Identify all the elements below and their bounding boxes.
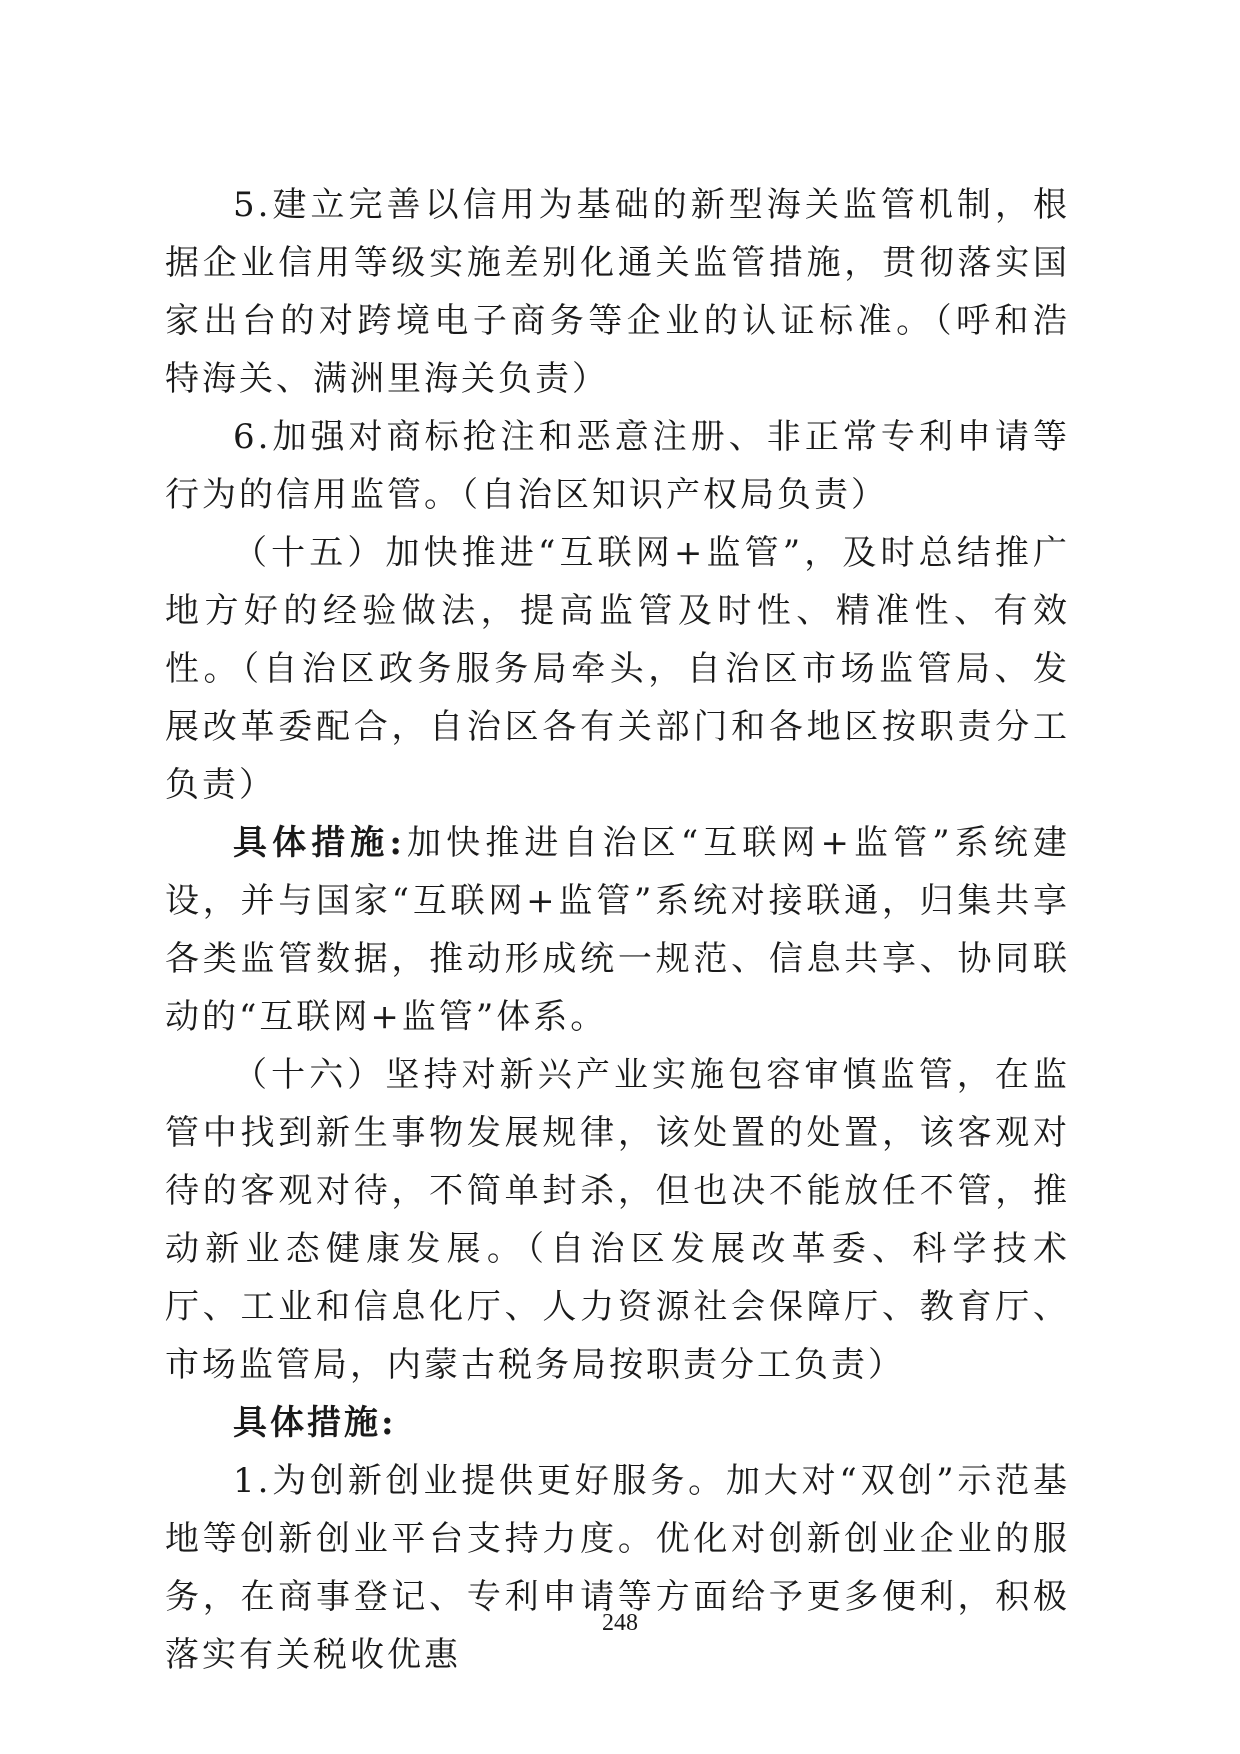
paragraph-text: 1.为创新创业提供更好服务。加大对“双创”示范基地等创新创业平台支持力度。优化对创新创业企业的服务，在商事登记、专利申请等方面给予更多便利，积极落实有关税收优惠	[165, 1461, 1070, 1675]
paragraph-section-15	[165, 524, 1070, 814]
paragraph-measures-15	[165, 814, 1070, 1046]
paragraph-text: 加快推进自治区“互联网+监管”系统建设，并与国家“互联网+监管”系统对接联通，归集共享各类监管数据，推动形成统一规范、信息共享、协同联动的“互联网+监管”体系。	[165, 823, 1070, 1037]
paragraph-item-5	[165, 176, 1070, 408]
paragraph-section-16	[165, 1046, 1070, 1394]
page-number: 248	[602, 1610, 638, 1636]
measures-heading: 具体措施:	[233, 823, 405, 863]
paragraph-measures-16	[165, 1394, 1070, 1452]
paragraph-item-6	[165, 408, 1070, 524]
paragraph-item-1	[165, 1452, 1070, 1684]
measures-heading: 具体措施:	[233, 1403, 397, 1443]
document-body	[165, 176, 1070, 1684]
paragraph-text: 5.建立完善以信用为基础的新型海关监管机制，根据企业信用等级实施差别化通关监管措施，贯彻落实国家出台的对跨境电子商务等企业的认证标准。（呼和浩特海关、满洲里海关负责）	[165, 185, 1070, 399]
paragraph-text: （十六）坚持对新兴产业实施包容审慎监管，在监管中找到新生事物发展规律，该处置的处置，该客观对待的客观对待，不简单封杀，但也决不能放任不管，推动新业态健康发展。（自治区发展改革委、科学技术厅、工业和信息化厅、人力资源社会保障厅、教育厅、市场监管局，内蒙古税务局按职责分工负责）	[165, 1055, 1070, 1385]
paragraph-text: （十五）加快推进“互联网+监管”，及时总结推广地方好的经验做法，提高监管及时性、精准性、有效性。（自治区政务服务局牵头，自治区市场监管局、发展改革委配合，自治区各有关部门和各地区按职责分工负责）	[165, 533, 1070, 805]
paragraph-text: 6.加强对商标抢注和恶意注册、非正常专利申请等行为的信用监管。（自治区知识产权局负责）	[165, 417, 1070, 515]
